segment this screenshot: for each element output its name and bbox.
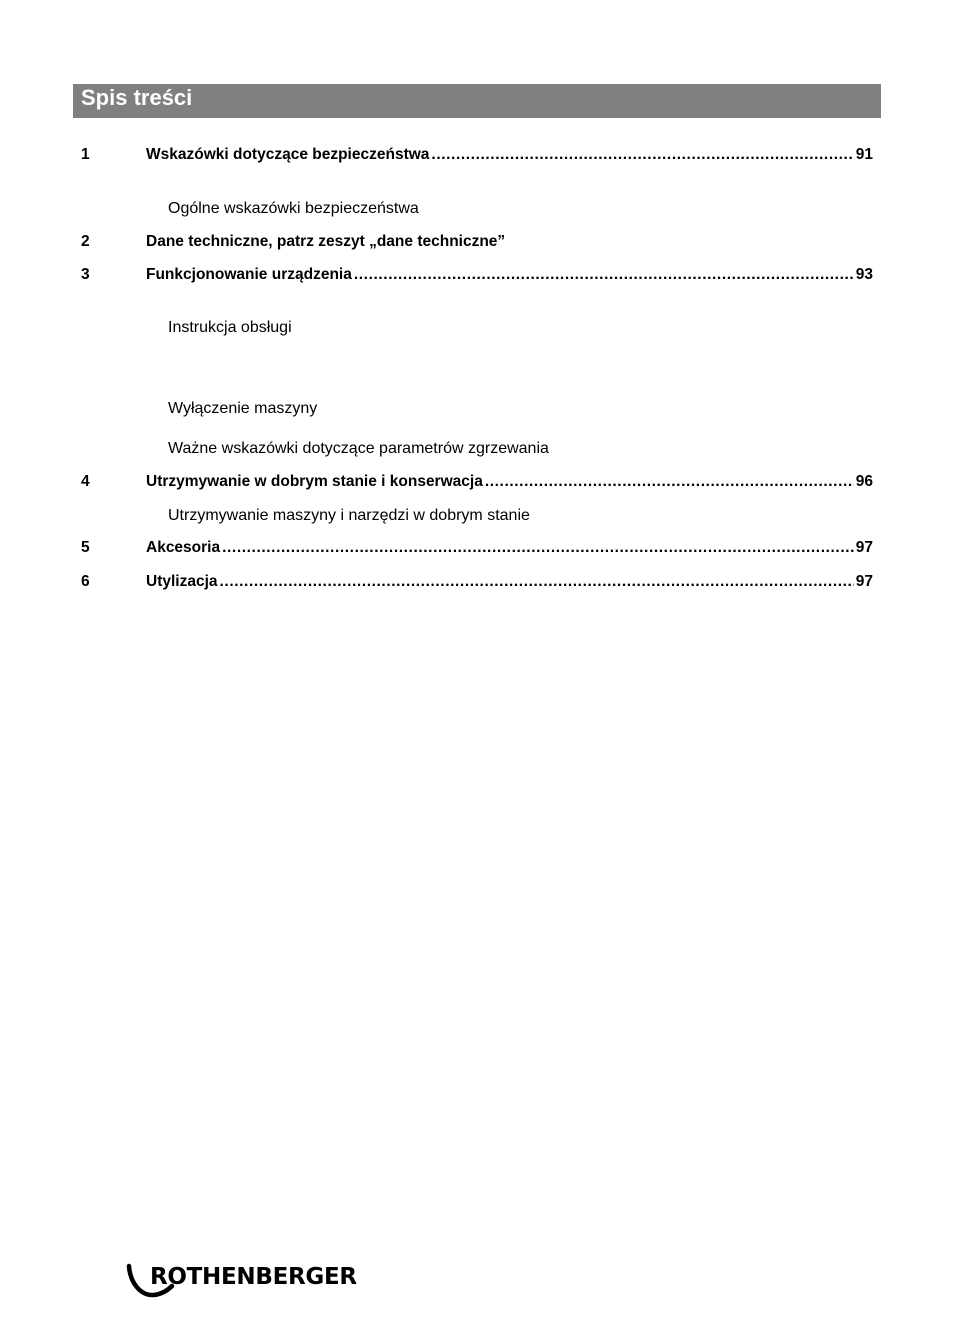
toc-page-number: 93 [855, 266, 873, 283]
toc-entry-5[interactable] [81, 537, 873, 559]
toc-label: Dane techniczne, patrz zeszyt „dane techniczne” [146, 233, 506, 250]
toc-subentry[interactable]: Wyłączenie maszyny [168, 400, 318, 417]
toc-number: 2 [81, 233, 90, 250]
toc-leader-dots [220, 571, 854, 593]
toc-entry-4[interactable] [81, 471, 873, 493]
toc-entry-3[interactable] [81, 264, 873, 286]
toc-leader-dots [354, 264, 854, 286]
toc-label: Wskazówki dotyczące bezpieczeństwa [146, 146, 430, 163]
toc-number: 4 [81, 473, 90, 490]
toc-number: 1 [81, 146, 90, 163]
toc-number: 6 [81, 573, 90, 590]
toc-subentry[interactable]: Ważne wskazówki dotyczące parametrów zgrzewania [168, 440, 549, 457]
toc-subentry[interactable]: Instrukcja obsługi [168, 319, 292, 336]
toc-label: Funkcjonowanie urządzenia [146, 266, 352, 283]
toc-page-number: 91 [855, 146, 873, 163]
toc-label: Utrzymywanie w dobrym stanie i konserwacja [146, 473, 483, 490]
toc-page-number: 97 [855, 573, 873, 590]
toc-entry-6[interactable] [81, 571, 873, 593]
toc-entry-2[interactable] [81, 231, 873, 253]
toc-label: Akcesoria [146, 539, 221, 556]
page-title: Spis treści [81, 85, 193, 110]
toc-label: Utylizacja [146, 573, 218, 590]
toc-number: 5 [81, 539, 90, 556]
toc-leader-dots [431, 144, 853, 166]
toc-page-number: 96 [855, 473, 873, 490]
toc-subentry[interactable]: Utrzymywanie maszyny i narzędzi w dobrym stanie [168, 507, 530, 524]
logo-wordmark: ROTHENBERGER [150, 1264, 357, 1290]
section-title-bar [73, 84, 881, 118]
toc-leader-dots [222, 537, 854, 559]
rothenberger-logo [126, 1262, 366, 1302]
toc-page-number: 97 [855, 539, 873, 556]
toc-leader-dots [485, 471, 854, 493]
toc-number: 3 [81, 266, 90, 283]
toc-subentry[interactable]: Ogólne wskazówki bezpieczeństwa [168, 200, 419, 217]
toc-entry-1[interactable] [81, 144, 873, 166]
